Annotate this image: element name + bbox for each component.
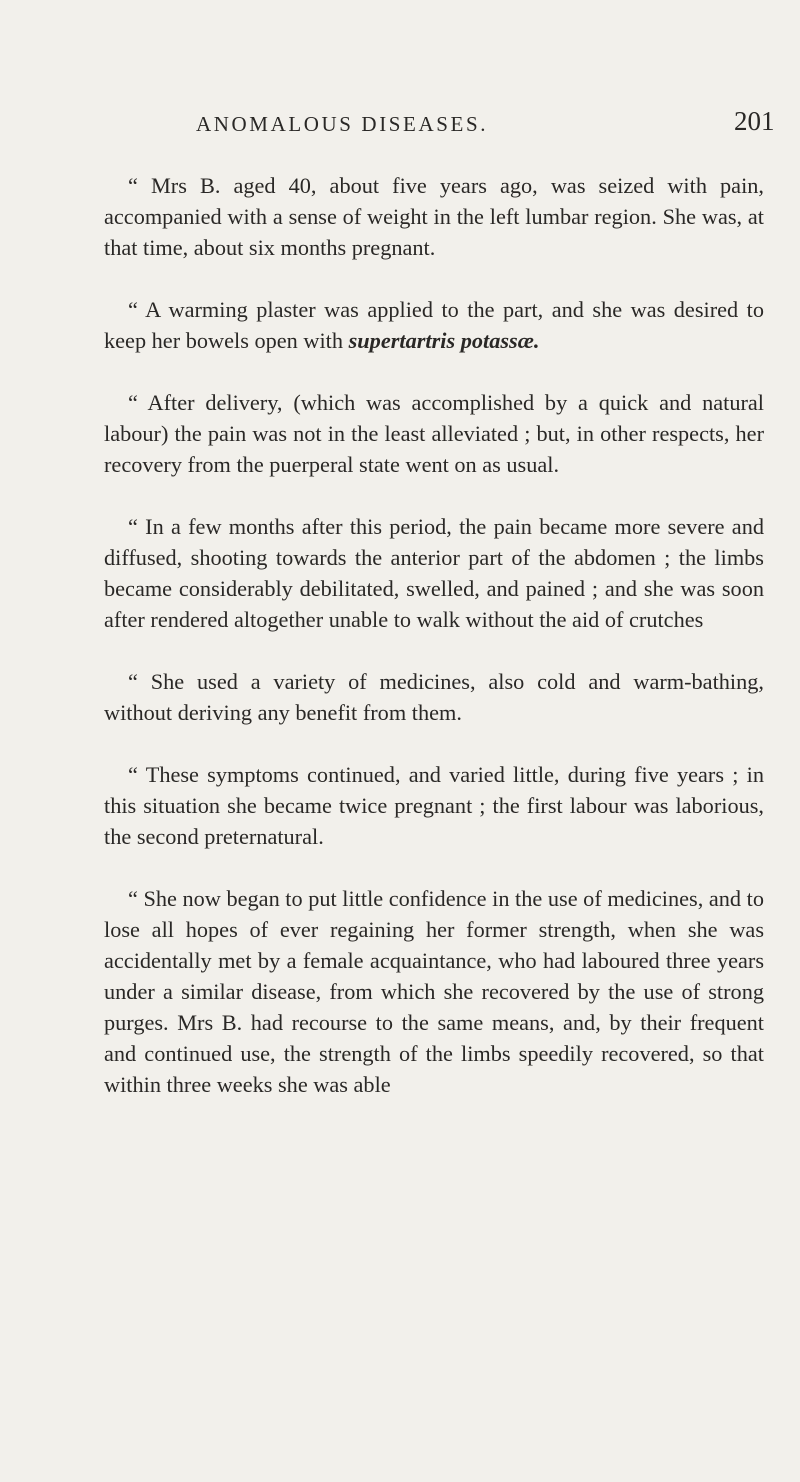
paragraph-7: “ She now began to put little confidence in the use of medicines, and to lose all hopes of ever regaining her former strength, when she was accidentally met by a female acquaintance, who had laboured three years under a similar disease, from which she recovered by the use of strong purges. Mrs B. had recourse to the same means, and, by their frequent and continued use, the strength of the limbs speedily recovered, so that within three weeks she was able [104,886,764,1097]
paragraph-1: “ Mrs B. aged 40, about five years ago, was seized with pain, accompanied with a sense of weight in the left lumbar region. She was, at that time, about six months pregnant. [104,173,764,260]
page-number: 201 [734,106,775,136]
paragraph-5: “ She used a variety of medicines, also cold and warm-bathing, without deriving any benefit from them. [104,669,764,725]
drug-name-emphasis: supertartris potassæ. [348,328,540,353]
paragraph-3: “ After delivery, (which was accomplished by a quick and natural labour) the pain was not in the least alleviated ; but, in other respects, her recovery from the puerperal state went on as usual. [104,390,764,477]
paragraph-6: “ These symptoms continued, and varied little, during five years ; in this situation she became twice pregnant ; the first labour was laborious, the second preternatural. [104,762,764,849]
body-text [104,170,764,1100]
running-title: ANOMALOUS DISEASES. [196,112,489,136]
paragraph-4: “ In a few months after this period, the pain became more severe and diffused, shooting towards the anterior part of the abdomen ; the limbs became considerably debilitated, swelled, and pained ; and she was soon after rendered altogether unable to walk without the aid of crutches [104,514,764,632]
running-head [0,106,800,152]
paragraph-2 [104,294,764,356]
paragraph-2-text: “ A warming plaster was applied to the part, and she was desired to keep her bowels open with [104,297,764,353]
